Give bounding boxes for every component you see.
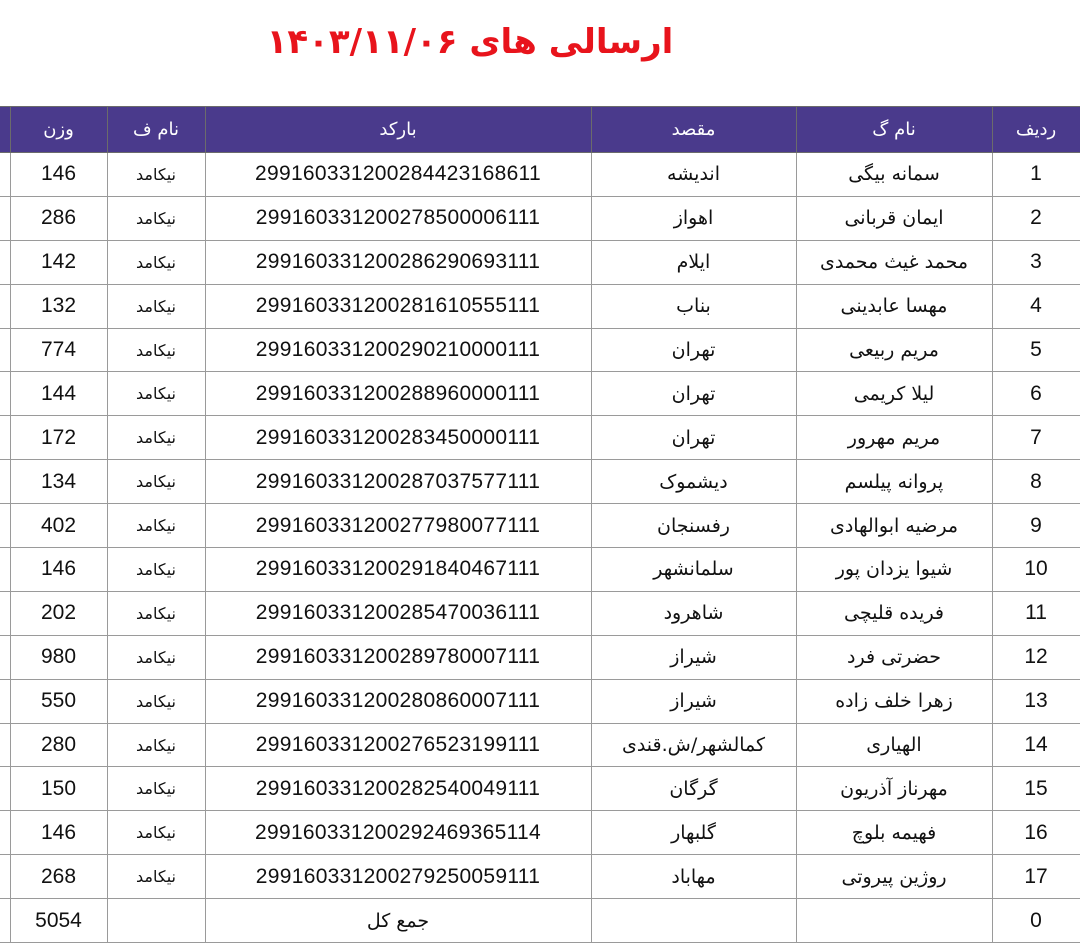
row-number-cell: 10 bbox=[992, 548, 1080, 592]
shipments-table bbox=[0, 106, 1080, 943]
receiver-name-cell: لیلا کریمی bbox=[796, 372, 992, 416]
header-row bbox=[0, 107, 1080, 153]
receiver-name-cell: مرضیه ابوالهادی bbox=[796, 504, 992, 548]
row-number-cell: 8 bbox=[992, 460, 1080, 504]
edge-cell bbox=[0, 460, 10, 504]
destination-cell: سلمانشهر bbox=[591, 548, 796, 592]
barcode-cell: 299160331200276523199111 bbox=[205, 723, 591, 767]
table-row bbox=[0, 723, 1080, 767]
header-barcode: بارکد bbox=[205, 107, 591, 153]
edge-cell bbox=[0, 153, 10, 197]
weight-cell: 172 bbox=[10, 416, 107, 460]
receiver-name-cell: الهیاری bbox=[796, 723, 992, 767]
table-row bbox=[0, 284, 1080, 328]
sender-name-cell: نیکامد bbox=[107, 284, 205, 328]
weight-cell: 146 bbox=[10, 548, 107, 592]
header-row-number: ردیف bbox=[992, 107, 1080, 153]
sender-name-cell: نیکامد bbox=[107, 855, 205, 899]
header-edge-cell bbox=[0, 107, 10, 153]
destination-cell: کمالشهر/ش.قندی bbox=[591, 723, 796, 767]
sender-name-cell: نیکامد bbox=[107, 240, 205, 284]
table-row bbox=[0, 372, 1080, 416]
edge-cell bbox=[0, 196, 10, 240]
edge-cell bbox=[0, 767, 10, 811]
total-empty-cell bbox=[796, 899, 992, 943]
destination-cell: تهران bbox=[591, 372, 796, 416]
edge-cell bbox=[0, 679, 10, 723]
receiver-name-cell: محمد غیث محمدی bbox=[796, 240, 992, 284]
edge-cell bbox=[0, 635, 10, 679]
destination-cell: بناب bbox=[591, 284, 796, 328]
table-row bbox=[0, 811, 1080, 855]
receiver-name-cell: روژین پیروتی bbox=[796, 855, 992, 899]
table-row bbox=[0, 767, 1080, 811]
destination-cell: شیراز bbox=[591, 635, 796, 679]
edge-cell bbox=[0, 504, 10, 548]
destination-cell: ایلام bbox=[591, 240, 796, 284]
weight-cell: 142 bbox=[10, 240, 107, 284]
sender-name-cell: نیکامد bbox=[107, 548, 205, 592]
table-row bbox=[0, 504, 1080, 548]
destination-cell: اندیشه bbox=[591, 153, 796, 197]
row-number-cell: 14 bbox=[992, 723, 1080, 767]
edge-cell bbox=[0, 328, 10, 372]
header-receiver-name: نام گ bbox=[796, 107, 992, 153]
header-destination: مقصد bbox=[591, 107, 796, 153]
header-weight: وزن bbox=[10, 107, 107, 153]
receiver-name-cell: ایمان قربانی bbox=[796, 196, 992, 240]
row-number-cell: 11 bbox=[992, 591, 1080, 635]
destination-cell: رفسنجان bbox=[591, 504, 796, 548]
table-row bbox=[0, 196, 1080, 240]
row-number-cell: 16 bbox=[992, 811, 1080, 855]
weight-cell: 280 bbox=[10, 723, 107, 767]
edge-cell bbox=[0, 284, 10, 328]
barcode-cell: 299160331200290210000111 bbox=[205, 328, 591, 372]
row-number-cell: 13 bbox=[992, 679, 1080, 723]
sender-name-cell: نیکامد bbox=[107, 679, 205, 723]
receiver-name-cell: پروانه پیلسم bbox=[796, 460, 992, 504]
sender-name-cell: نیکامد bbox=[107, 767, 205, 811]
barcode-cell: 299160331200291840467111 bbox=[205, 548, 591, 592]
barcode-cell: 299160331200281610555111 bbox=[205, 284, 591, 328]
receiver-name-cell: فریده قلیچی bbox=[796, 591, 992, 635]
destination-cell: دیشموک bbox=[591, 460, 796, 504]
barcode-cell: 299160331200279250059111 bbox=[205, 855, 591, 899]
weight-cell: 146 bbox=[10, 153, 107, 197]
destination-cell: گرگان bbox=[591, 767, 796, 811]
row-number-cell: 6 bbox=[992, 372, 1080, 416]
edge-cell bbox=[0, 591, 10, 635]
total-weight: 5054 bbox=[10, 899, 107, 943]
table-row bbox=[0, 548, 1080, 592]
edge-cell bbox=[0, 723, 10, 767]
sender-name-cell: نیکامد bbox=[107, 153, 205, 197]
barcode-cell: 299160331200278500006111 bbox=[205, 196, 591, 240]
row-number-cell: 9 bbox=[992, 504, 1080, 548]
destination-cell: تهران bbox=[591, 328, 796, 372]
table-row bbox=[0, 416, 1080, 460]
table-row bbox=[0, 635, 1080, 679]
weight-cell: 402 bbox=[10, 504, 107, 548]
edge-cell bbox=[0, 855, 10, 899]
barcode-cell: 299160331200282540049111 bbox=[205, 767, 591, 811]
sender-name-cell: نیکامد bbox=[107, 591, 205, 635]
barcode-cell: 299160331200284423168611 bbox=[205, 153, 591, 197]
table-row bbox=[0, 460, 1080, 504]
barcode-cell: 299160331200277980077111 bbox=[205, 504, 591, 548]
row-number-cell: 15 bbox=[992, 767, 1080, 811]
receiver-name-cell: فهیمه بلوچ bbox=[796, 811, 992, 855]
destination-cell: شاهرود bbox=[591, 591, 796, 635]
edge-cell bbox=[0, 899, 10, 943]
total-empty-cell bbox=[591, 899, 796, 943]
row-number-cell: 5 bbox=[992, 328, 1080, 372]
sender-name-cell: نیکامد bbox=[107, 811, 205, 855]
barcode-cell: 299160331200287037577111 bbox=[205, 460, 591, 504]
receiver-name-cell: مریم مهرور bbox=[796, 416, 992, 460]
weight-cell: 132 bbox=[10, 284, 107, 328]
row-number-cell: 3 bbox=[992, 240, 1080, 284]
weight-cell: 144 bbox=[10, 372, 107, 416]
page-title: ارسالی های ۱۴۰۳/۱۱/۰۶ bbox=[266, 22, 674, 62]
row-number-cell: 1 bbox=[992, 153, 1080, 197]
barcode-cell: 299160331200292469365114 bbox=[205, 811, 591, 855]
sender-name-cell: نیکامد bbox=[107, 328, 205, 372]
destination-cell: گلبهار bbox=[591, 811, 796, 855]
table-row bbox=[0, 591, 1080, 635]
destination-cell: تهران bbox=[591, 416, 796, 460]
barcode-cell: 299160331200280860007111 bbox=[205, 679, 591, 723]
barcode-cell: 299160331200283450000111 bbox=[205, 416, 591, 460]
sender-name-cell: نیکامد bbox=[107, 460, 205, 504]
receiver-name-cell: حضرتی فرد bbox=[796, 635, 992, 679]
edge-cell bbox=[0, 372, 10, 416]
edge-cell bbox=[0, 811, 10, 855]
row-number-cell: 17 bbox=[992, 855, 1080, 899]
sender-name-cell: نیکامد bbox=[107, 372, 205, 416]
table-row bbox=[0, 328, 1080, 372]
receiver-name-cell: زهرا خلف زاده bbox=[796, 679, 992, 723]
table-row bbox=[0, 855, 1080, 899]
sender-name-cell: نیکامد bbox=[107, 635, 205, 679]
sender-name-cell: نیکامد bbox=[107, 723, 205, 767]
row-number-cell: 2 bbox=[992, 196, 1080, 240]
weight-cell: 202 bbox=[10, 591, 107, 635]
weight-cell: 268 bbox=[10, 855, 107, 899]
total-row bbox=[0, 899, 1080, 943]
sender-name-cell: نیکامد bbox=[107, 504, 205, 548]
weight-cell: 550 bbox=[10, 679, 107, 723]
total-label: جمع کل bbox=[205, 899, 591, 943]
barcode-cell: 299160331200285470036111 bbox=[205, 591, 591, 635]
weight-cell: 286 bbox=[10, 196, 107, 240]
barcode-cell: 299160331200286290693111 bbox=[205, 240, 591, 284]
receiver-name-cell: مهرناز آذریون bbox=[796, 767, 992, 811]
barcode-cell: 299160331200288960000111 bbox=[205, 372, 591, 416]
edge-cell bbox=[0, 548, 10, 592]
weight-cell: 134 bbox=[10, 460, 107, 504]
weight-cell: 150 bbox=[10, 767, 107, 811]
row-number-cell: 12 bbox=[992, 635, 1080, 679]
receiver-name-cell: مریم ربیعی bbox=[796, 328, 992, 372]
table-row bbox=[0, 240, 1080, 284]
row-number-cell: 4 bbox=[992, 284, 1080, 328]
receiver-name-cell: شیوا یزدان پور bbox=[796, 548, 992, 592]
total-row-number: 0 bbox=[992, 899, 1080, 943]
table-row bbox=[0, 679, 1080, 723]
sender-name-cell: نیکامد bbox=[107, 416, 205, 460]
weight-cell: 980 bbox=[10, 635, 107, 679]
destination-cell: شیراز bbox=[591, 679, 796, 723]
weight-cell: 146 bbox=[10, 811, 107, 855]
header-sender-name: نام ف bbox=[107, 107, 205, 153]
barcode-cell: 299160331200289780007111 bbox=[205, 635, 591, 679]
weight-cell: 774 bbox=[10, 328, 107, 372]
destination-cell: مهاباد bbox=[591, 855, 796, 899]
row-number-cell: 7 bbox=[992, 416, 1080, 460]
receiver-name-cell: سمانه بیگی bbox=[796, 153, 992, 197]
table-row bbox=[0, 153, 1080, 197]
edge-cell bbox=[0, 416, 10, 460]
destination-cell: اهواز bbox=[591, 196, 796, 240]
receiver-name-cell: مهسا عابدینی bbox=[796, 284, 992, 328]
sender-name-cell: نیکامد bbox=[107, 196, 205, 240]
total-empty-cell bbox=[107, 899, 205, 943]
edge-cell bbox=[0, 240, 10, 284]
